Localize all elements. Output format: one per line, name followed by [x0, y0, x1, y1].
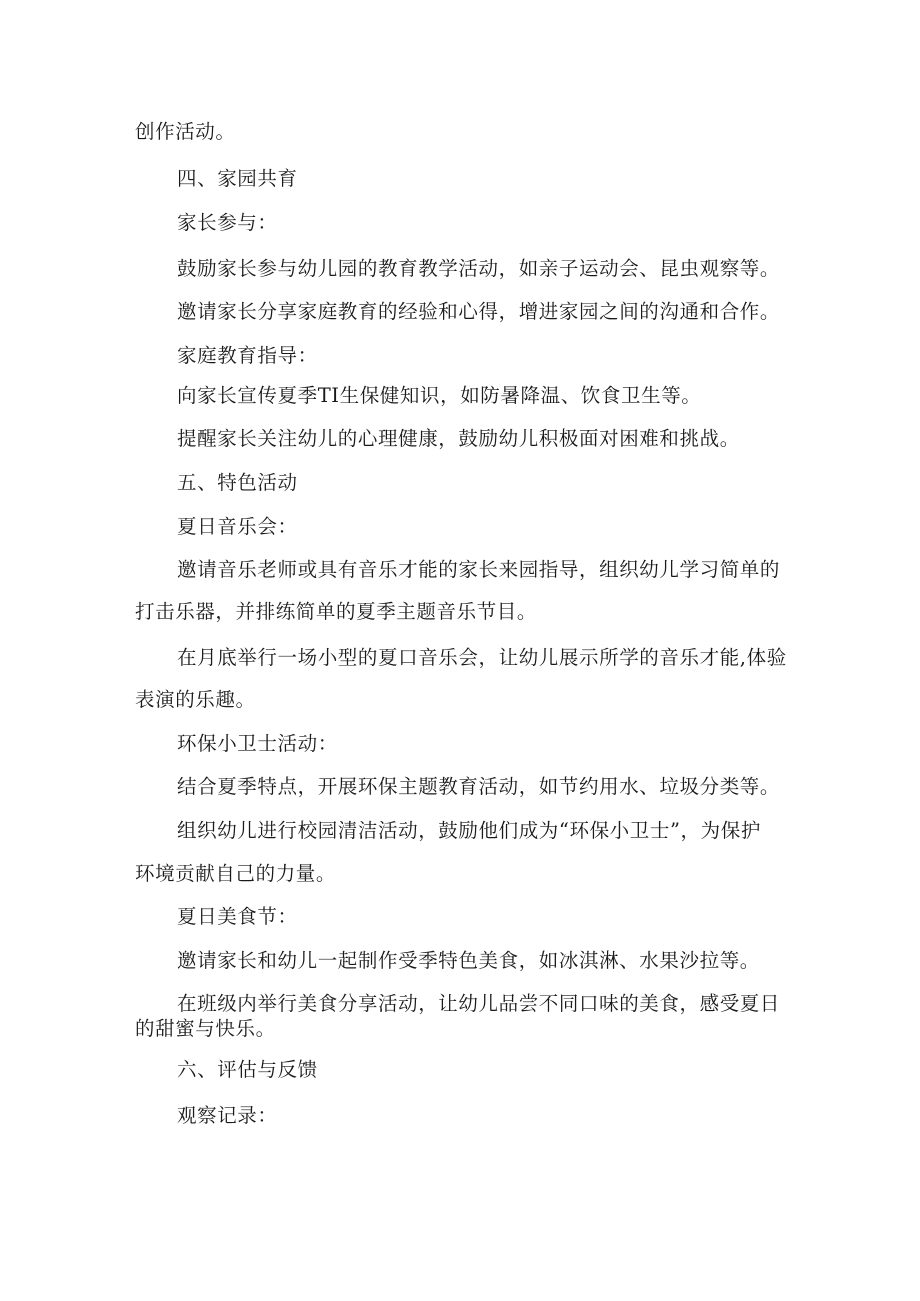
- text-line: 组织幼儿进行校园清洁活动，鼓励他们成为“环保小卫士”，为保护: [177, 819, 761, 842]
- text-line: 表演的乐趣。: [135, 688, 256, 711]
- text-line: 在班级内举行美食分享活动，让幼儿品尝不同口味的美食，感受夏日: [177, 992, 781, 1015]
- subsection-heading: 夏日音乐会：: [177, 515, 298, 538]
- section-heading: 四、家园共育: [177, 167, 298, 190]
- section-heading: 五、特色活动: [177, 471, 298, 494]
- text-line: 环境贡献自己的力量。: [135, 862, 337, 885]
- section-heading: 六、评估与反馈: [177, 1058, 318, 1081]
- subsection-heading: 环保小卫士活动：: [177, 732, 338, 755]
- text-line: 向家长宣传夏季TI生保健知识，如防暑降温、饮食卫生等。: [177, 384, 702, 407]
- text-line: 在月底举行一场小型的夏口音乐会，让幼儿展示所学的音乐才能,体验: [177, 646, 787, 669]
- text-line: 邀请家长分享家庭教育的经验和心得，增进家园之间的沟通和合作。: [177, 300, 781, 323]
- text-line: 提醒家长关注幼儿的心理健康，鼓励幼儿积极面对困难和挑战。: [177, 427, 740, 450]
- text-line: 邀请音乐老师或具有音乐才能的家长来园指导，组织幼儿学习简单的: [177, 558, 781, 581]
- text-line: 的甜蜜与快乐。: [135, 1017, 276, 1040]
- text-line: 打击乐器，并排练简单的夏季主题音乐节目。: [135, 600, 538, 623]
- subsection-heading: 夏日美食节：: [177, 905, 298, 928]
- subsection-heading: 家庭教育指导：: [177, 344, 318, 367]
- text-line: 邀请家长和幼儿一起制作受季特色美食，如冰淇淋、水果沙拉等。: [177, 949, 760, 972]
- subsection-heading: 家长参与：: [177, 211, 278, 234]
- subsection-heading: 观察记录：: [177, 1104, 278, 1127]
- text-line: 结合夏季特点，开展环保主题教育活动，如节约用水、垃圾分类等。: [177, 775, 781, 798]
- text-line: 鼓励家长参与幼儿园的教育教学活动，如亲子运动会、昆虫观察等。: [177, 257, 781, 280]
- text-line: 创作活动。: [135, 120, 236, 143]
